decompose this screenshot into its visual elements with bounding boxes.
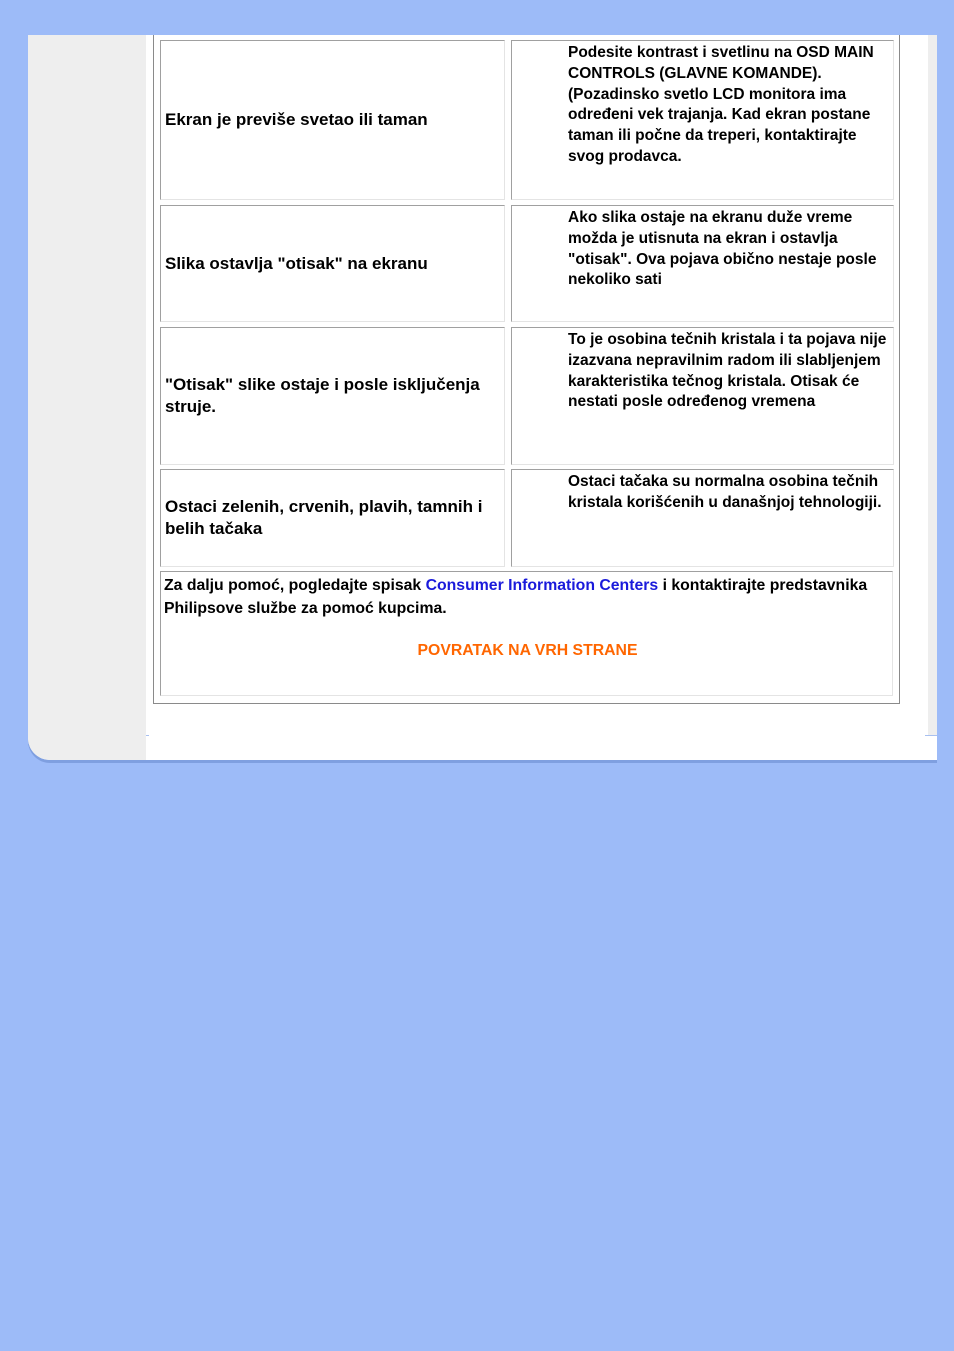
right-edge — [928, 35, 937, 735]
troubleshooting-table — [153, 35, 900, 704]
problem-cell — [160, 327, 505, 465]
problem-text: Ekran je previše svetao ili taman — [165, 110, 428, 129]
solution-cell — [511, 327, 894, 465]
consumer-info-link[interactable]: Consumer Information Centers — [425, 577, 659, 594]
document-page — [28, 35, 937, 760]
help-text — [164, 574, 884, 620]
back-to-top-link[interactable]: POVRATAK NA VRH STRANE — [417, 642, 638, 659]
help-text-after: i kontaktirajte predstavnika Philipsove službe za pomoć kupcima. — [164, 577, 868, 617]
divider-left — [146, 735, 149, 736]
solution-text: Ostaci tačaka su normalna osobina tečnih kristala korišćenih u današnjoj tehnologiji. — [568, 473, 882, 511]
solution-cell — [511, 205, 894, 322]
solution-text: Podesite kontrast i svetlinu na OSD MAIN CONTROLS (GLAVNE KOMANDE). (Pozadinsko svetlo LCD monitora ima određeni vek trajanja. Kad ekran postane taman ili počne da treperi, kontaktirajte svog prodavca. — [568, 44, 874, 165]
problem-cell — [160, 40, 505, 200]
solution-cell — [511, 40, 894, 200]
left-gutter — [28, 35, 146, 760]
problem-text: "Otisak" slike ostaje i posle isključenja struje. — [165, 375, 480, 416]
footer-cell — [160, 571, 893, 696]
problem-text: Slika ostavlja "otisak" na ekranu — [165, 253, 428, 273]
solution-cell — [511, 469, 894, 567]
help-text-before: Za dalju pomoć, pogledajte spisak — [164, 577, 426, 594]
problem-cell — [160, 469, 505, 567]
problem-cell — [160, 205, 505, 322]
solution-text: Ako slika ostaje na ekranu duže vreme možda je utisnuta na ekran i ostavlja "otisak". Ova pojava obično nestaje posle nekoliko sati — [568, 209, 877, 289]
solution-text: To je osobina tečnih kristala i ta pojava nije izazvana nepravilnim radom ili slabljenjem karakteristika tečnog kristala. Otisak će nestati posle određenog vremena — [568, 331, 887, 411]
divider-right — [925, 735, 937, 736]
problem-text: Ostaci zelenih, crvenih, plavih, tamnih i belih tačaka — [165, 497, 483, 538]
